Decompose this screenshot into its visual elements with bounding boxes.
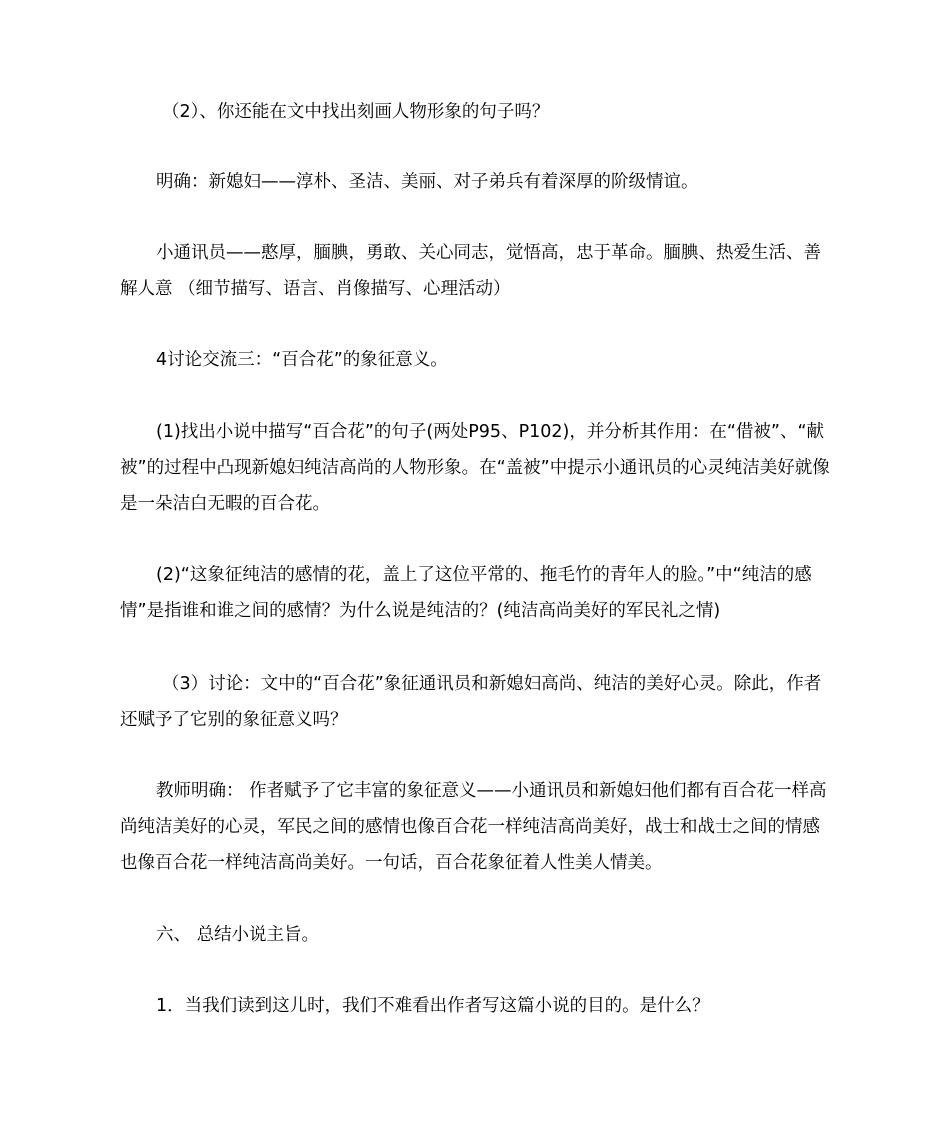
paragraph-messenger-answer	[120, 235, 832, 307]
paragraph-text: (1)找出小说中描写“百合花”的句子(两处P95、P102)，并分析其作用：在“借被”、“献被”的过程中凸现新媳妇纯洁高尚的人物形象。在“盖被”中提示小通讯员的心灵纯洁美好就像是一朵洁白无暇的百合花。	[120, 422, 830, 514]
paragraph-character-question	[120, 94, 832, 130]
paragraph-text: 1．当我们读到这儿时，我们不难看出作者写这篇小说的目的。是什么？	[156, 996, 710, 1016]
paragraph-lily-sentences	[120, 414, 832, 522]
paragraph-text: 明确：新媳妇——淳朴、圣洁、美丽、对子弟兵有着深厚的阶级情谊。	[156, 172, 699, 192]
paragraph-pure-feelings	[120, 557, 832, 629]
paragraph-text: (2)“这象征纯洁的感情的花，盖上了这位平常的、拖毛竹的青年人的脸。”中“纯洁的感情”是指谁和谁之间的感情？为什么说是纯洁的？(纯洁高尚美好的军民礼之情)	[120, 565, 812, 621]
paragraph-discussion-three	[120, 342, 832, 378]
paragraph-text: （3）讨论：文中的“百合花”象征通讯员和新媳妇高尚、纯洁的美好心灵。除此，作者还赋予了它别的象征意义吗？	[120, 674, 822, 730]
paragraph-text: （2）、你还能在文中找出刻画人物形象的句子吗？	[162, 102, 550, 122]
paragraph-text: 4讨论交流三：“百合花”的象征意义。	[156, 350, 448, 370]
paragraph-bride-answer	[120, 164, 832, 200]
paragraph-teacher-answer	[120, 773, 832, 881]
paragraph-text: 教师明确： 作者赋予了它丰富的象征意义——小通讯员和新媳妇他们都有百合花一样高尚纯洁美好的心灵，军民之间的感情也像百合花一样纯洁高尚美好，战士和战士之间的情感也像百合花一样纯洁高尚美好。一句话，百合花象征着人性美人情美。	[120, 781, 827, 873]
paragraph-text: 小通讯员——憨厚，腼腆，勇敢、关心同志，觉悟高，忠于革命。腼腆、热爱生活、善解人意 （细节描写、语言、肖像描写、心理活动）	[120, 243, 821, 299]
paragraph-text: 六、 总结小说主旨。	[156, 925, 320, 945]
paragraph-symbolism-discussion	[120, 666, 832, 738]
paragraph-question-purpose	[120, 988, 832, 1024]
section-heading-summary	[120, 917, 832, 953]
